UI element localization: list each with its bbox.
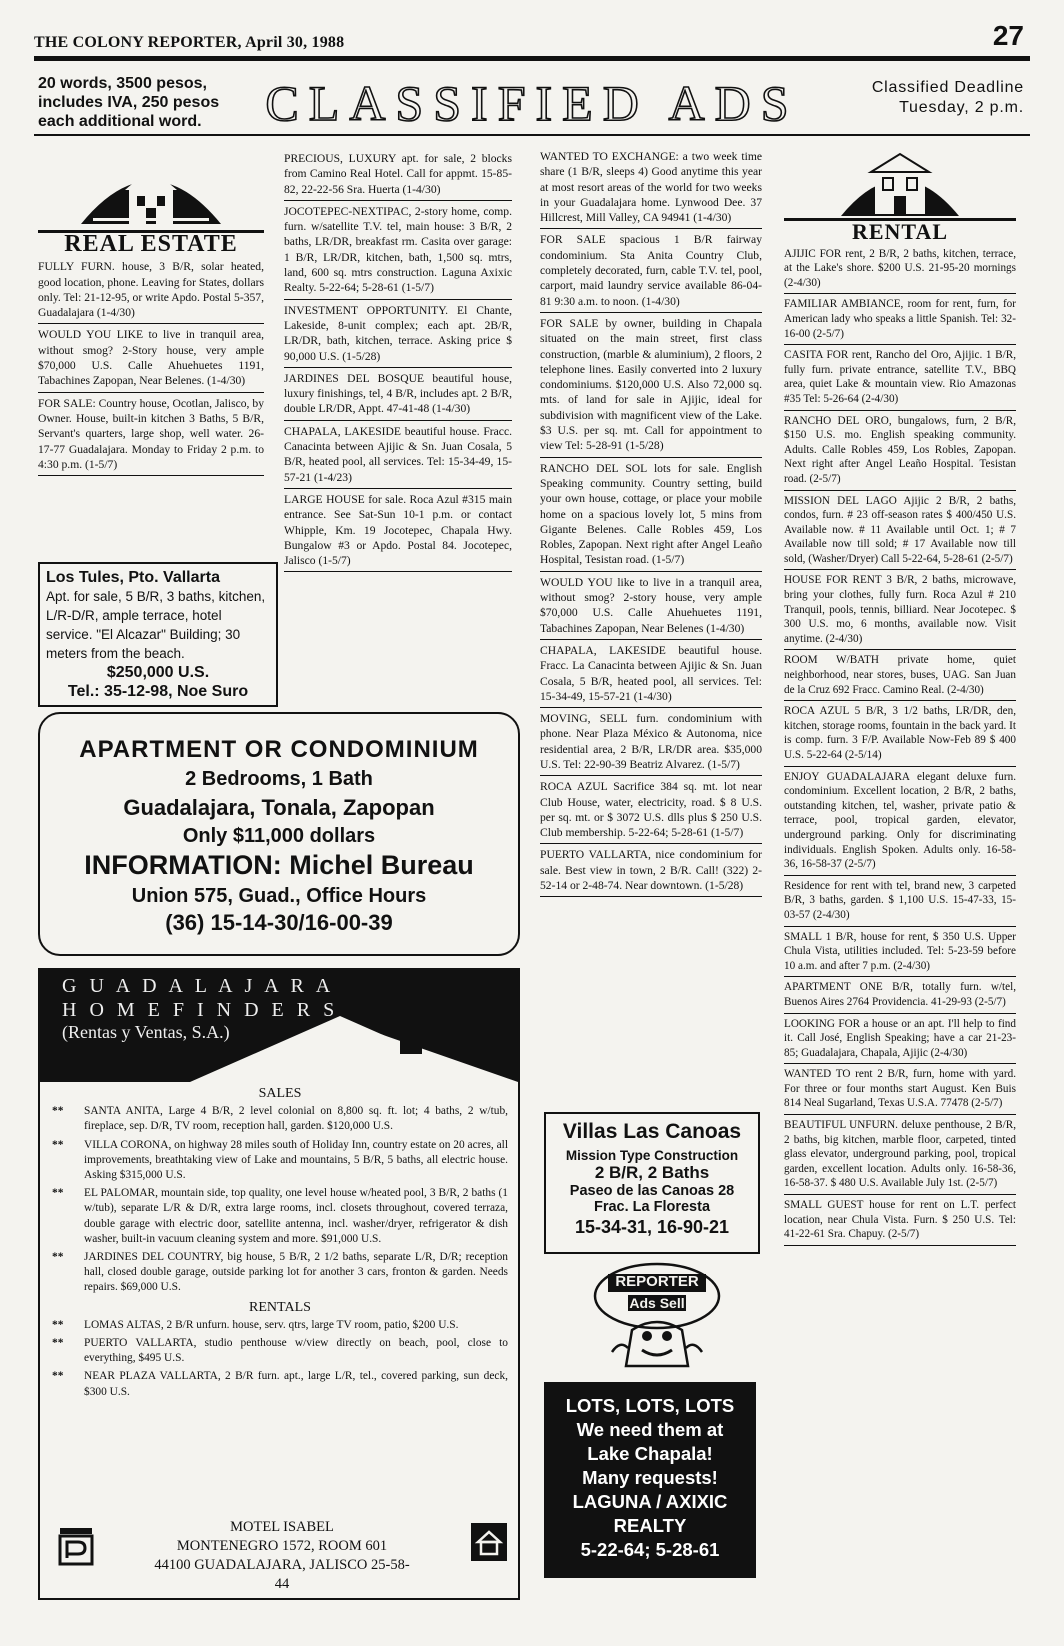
bullet: ** [52,1105,64,1118]
classified-ad: JOCOTEPEC-NEXTIPAC, 2-story home, comp. furn. w/satellite T.V. tel, main house: 3 B/R, 2 baths, LR/DR, breakfast rm. Casita over garage: 1 B/R, LR/DR, kitchen, bath, 1,500 sq. mtrs, land, 600 sq. mtrs construction. Laguna Axixic Realty. 5-22-64; 5-28-61 (1-5/7) [284,203,512,300]
classified-ad: PRECIOUS, LUXURY apt. for sale, 2 blocks from Camino Real Hotel. Call for appmt. 15-85-82, 22-22-56 Sra. Huerta (1-4/30) [284,150,512,201]
listings-column-3 [540,148,762,899]
ad-price: $250,000 U.S. [106,664,210,681]
ad-line: LOTS, LOTS, LOTS [565,1395,735,1416]
classified-ad: JARDINES DEL BOSQUE beautiful house, luxury finishings, tel, 4 B/R, includes apt. 2 B/R, double LR/DR, Appt. 47-41-48 (1-4/30) [284,370,512,421]
item-text: NEAR PLAZA VALLARTA, 2 B/R furn. apt., large L/R, tel., covered parking, sun deck, $300 U.S. [84,1370,508,1398]
ad-phone: Tel.: 35-12-98, Noe Suro [67,683,249,700]
footer-line: MONTENEGRO 1572, ROOM 601 [176,1538,388,1554]
homefinders-ad [38,968,520,1600]
ad-body: Apt. for sale, 5 B/R, 3 baths, kitchen, L/R-D/R, ample terrace, hotel service. "El Alcazar" Building; 30 meters from the beach. [46,589,266,661]
ad-address: Union 575, Guad., Office Hours [131,885,427,907]
ad-line: Mission Type Construction [565,1148,739,1163]
ad-line: Guadalajara, Tonala, Zapopan [123,795,435,820]
rentals-item [52,1318,508,1333]
classified-ad: SMALL GUEST house for rent on L.T. perfect location, near Chula Vista. Furn. $ 250 U.S. Tel: 41-22-61 Sra. Chapuy. (2-5/7) [784,1197,1016,1246]
real-estate-heading: REAL ESTATE [38,230,264,252]
classified-ad: WANTED TO EXCHANGE: a two week time share (1 B/R, sleeps 4) Good anytime this year at most resort areas of the world for two weeks in your Guadalajara home. Lynwood Dee. 37 Hillcrest, Mill Valley, CA 94941 (1-4/30) [540,148,762,229]
bullet: ** [52,1370,64,1383]
deadline-note [824,78,1024,118]
item-text: PUERTO VALLARTA, studio penthouse w/view directly on beach, pool, close to everything, $495 U.S. [84,1337,508,1365]
sales-item [52,1186,508,1247]
real-estate-column [38,148,264,478]
ad-line: Frac. La Floresta [593,1199,711,1215]
ad-line: We need them at [576,1419,724,1440]
sales-item [52,1138,508,1184]
title-rule [34,134,1030,136]
rental-heading: RENTAL [784,218,1016,240]
classified-ad: ROCA AZUL 5 B/R, 3 1/2 baths, LR/DR, den, kitchen, storage rooms, fountain in the back yard. It is comp. furn. 3 F/P. Available Now-Feb 89 $ 400 U.S. 5-22-64 (2-5/14) [784,703,1016,766]
ad-headline: Villas Las Canoas [562,1120,742,1143]
ad-line: Lake Chapala! [587,1443,713,1464]
item-text: VILLA CORONA, on highway 28 miles south of Holiday Inn, country estate on 20 acres, all improvements, breathtaking view of Lake and mountains, 5 B/R, 5 baths, all electric house. Asking $315,000 U.S. [84,1138,508,1182]
listings-column-2 [284,150,512,574]
ad-line: Many requests! [582,1467,718,1488]
classified-ad: RANCHO DEL SOL lots for sale. English Speaking community. Country setting, build your own house, cottage, or place your mobile home on a spacious lovely lot, 5 mins from Gigante Belenes. Calle Robles 459, Los Robles, Zapopan. Next right after Angel Leaño Hospital, Tesistan road. (1-5/7) [540,460,762,572]
footer-line: 44100 GUADALAJARA, JALISCO 25-58-44 [154,1557,410,1592]
footer-address [152,1518,412,1594]
item-text: EL PALOMAR, mountain side, top quality, one level house w/heated pool, 3 B/R, 2 baths (1 w/tub), separate L/R & D/R, extra large rooms, incl. closets throughout, covered terraza, double garage with electric door, satellite antenna, incl. washer/dryer, refrigerator & dish washer, built-in vacuum cleaning system and more. $91,000 U.S. [84,1187,508,1245]
bullet: ** [52,1187,64,1200]
deadline-line: Tuesday, 2 p.m. [899,99,1024,116]
item-text: JARDINES DEL COUNTRY, big house, 5 B/R, 2 1/2 baths, separate L/R, D/R; reception hall, closed double garage, outside parking lot for another 3 cars, fronton & garden. Needs repairs. $69,000 U.S. [84,1251,508,1294]
page-title: CLASSIFIED ADS [265,75,799,131]
classified-ad: FOR SALE by owner, building in Chapala situated on the main street, first class construction, (marble & aluminium), 2 floors, 2 telephone lines. Easily converted into 2 luxury condominiums. $120,000 U.S. Also 72,000 sq. mts. of land for sale in Ajijic, ideal for subdivision with magnificent view of the Lake. $3 U.S. per sq. mt. Call for appointment to view Tel: 5-28-91 (1-5/28) [540,315,762,458]
ad-line: LAGUNA / AXIXIC [572,1491,728,1512]
classified-ad: RANCHO DEL ORO, bungalows, furn, 2 B/R, $150 U.S. mo. English speaking community. Adults. Calle Robles 459, Los Robles, Zapopan. Next right after Angel Leaño Hospital. Tesistan road. (2-5/7) [784,413,1016,491]
rates-note [38,74,258,131]
homefinders-name [62,974,338,1022]
mascot-text-2: Ads Sell [629,1295,685,1311]
sales-item [52,1104,508,1134]
deadline-line: Classified Deadline [871,79,1024,96]
homefinders-listings [52,1082,508,1403]
classified-ad: WOULD YOU like to live in a tranquil area, without smog? 2-story house, very ample $70,000 U.S. Calle Ahuehuetes 1191, Tabachines Zapopan, Near Belenes (1-4/30) [540,574,762,640]
los-tules-ad [38,562,278,707]
classified-ad: ENJOY GUADALAJARA elegant deluxe furn. condominium. Excellent location, 2 B/R, 2 baths, outstanding kitchen, tel, washer, private patio & terrace, pool, tropical garden, elevator, underground parking. Only for discriminating individuals. English Spoken. Adults only. 16-58-36, 16-58-37 (2-5/7) [784,769,1016,876]
classified-ad: CHAPALA, LAKESIDE beautiful house. Fracc. Canacinta between Ajijic & Sn. Juan Cosala, 5 B/R, heated pool, all services. Tel: 15-34-49, 15-57-21 (1-4/23) [284,423,512,489]
rentals-heading: RENTALS [249,1299,311,1315]
bullet: ** [52,1138,64,1151]
bullet: ** [52,1337,64,1350]
classified-ad: HOUSE FOR RENT 3 B/R, 2 baths, microwave, bring your clothes, fully furn. Roca Azul # 210 Tranquil, pools, tennis, billiard. Near Jocotepec. $ 300 U.S. mo, 6 months, available now. Visit anytime. (2-4/30) [784,572,1016,650]
ad-line: REALTY [613,1515,687,1536]
apartment-condominium-ad [38,712,520,956]
classified-ad: WOULD YOU LIKE to live in tranquil area, without smog? 2-Story house, very ample $70,000 U.S. Calle Ahuehuetes 1191, Tabachines Zapopan, Near Belenes. (1-4/30) [38,326,264,392]
item-text: LOMAS ALTAS, 2 B/R unfurn. house, serv. qtrs, large TV room, patio, $200 U.S. [84,1318,459,1331]
newspaper-header: THE COLONY REPORTER, April 30, 1988 [34,34,345,51]
member-logo-icon [58,1526,94,1566]
homefinders-subtitle: (Rentas y Ventas, S.A.) [62,1022,230,1042]
classified-ad: FOR SALE spacious 1 B/R fairway condominium. Sta Anita Country Club, completely decorated, furn, cable T.V. tel, pool, carport, maid laundry service available 86-04-81 9:30 a.m. to noon. (1-4/30) [540,231,762,312]
classified-ad: ROOM W/BATH private home, quiet neighborhood, near stores, buses, UAG. San Juan de la Cruz 692 Fracc. Camino Real. (2-4/30) [784,652,1016,701]
classified-ad: WANTED TO rent 2 B/R, furn, home with yard. For three or four months start August. Ken Buis 814 Neal Sugarland, Texas U.S.A. 77478 (2-5/7) [784,1066,1016,1115]
page-number: 27 [992,20,1024,51]
rates-line: each additional word. [38,113,202,130]
rental-column [784,148,1016,1248]
rental-house-icon [835,148,965,218]
header-rule [34,56,1030,61]
classified-ad: CASITA FOR rent, Rancho del Oro, Ajijic. 1 B/R, fully furn. private entrance, satellite T.V., BBQ area, quiet Lake & mountain view. Rio Amazonas #35 Tel: 5-26-64 (2-4/30) [784,347,1016,410]
ad-phone: (36) 15-14-30/16-00-39 [165,910,393,935]
rates-line: 20 words, 3500 pesos, [38,75,207,92]
classified-ad: FAMILIAR AMBIANCE, room for rent, furn, for American lady who speaks a little Spanish. Tel: 32-16-00 (2-5/7) [784,296,1016,345]
classified-ad: PUERTO VALLARTA, nice condominium for sale. Best view in town, 2 B/R. Call! (322) 2-52-14 or 2-48-74. Near downtown. (1-5/28) [540,846,762,897]
classified-ad: MISSION DEL LAGO Ajijic 2 B/R, 2 baths, condos, furn. # 23 off-season rates $ 400/450 U.S. Available now. # 11 Available until Oct. 1; # 7 Available now till sold; # 17 Available now till sold, (Washer/Dryer) Call 5-22-64, 5-28-61 (2-5/7) [784,493,1016,571]
name-line: H O M E F I N D E R S [62,999,339,1021]
homefinders-footer [52,1518,508,1592]
lots-wanted-ad [544,1382,756,1578]
mascot-text-1: REPORTER [615,1273,699,1290]
classified-ad: FULLY FURN. house, 3 B/R, solar heated, good location, phone. Leaving for States, dollars only. Tel: 21-12-95, or write Apdo. Postal 5-357, Guadalajara (1-4/30) [38,258,264,324]
classified-ad: LOOKING FOR a house or an apt. I'll help to find it. Call José, English Speaking; have a car 21-23-85; Guadalajara, Chapala, Ajijic (2-4/30) [784,1016,1016,1065]
classified-ad: INVESTMENT OPPORTUNITY. El Chante, Lakeside, 8-unit complex; each apt. 2B/R, LR/DR, bath, kitchen, terrace. Asking price $ 90,000 U.S. (1-5/28) [284,302,512,368]
classified-ad: AJIJIC FOR rent, 2 B/R, 2 baths, kitchen, terrace, at the Lake's shore. $200 U.S. 21-95-20 mornings (2-4/30) [784,246,1016,295]
classified-ad: MOVING, SELL furn. condominium with phone. Near Plaza México & Autonoma, nice residential area, 2 B/R, LR/DR area. $35,000 U.S. Tel: 22-90-39 Beatriz Alvarez. (1-5/7) [540,710,762,776]
bullet: ** [52,1251,64,1264]
item-text: SANTA ANITA, Large 4 B/R, 2 level colonial on 8,800 sq. ft. lot; 4 baths, 2 w/tub, fireplace, sep. D/R, TV room, reception hall, garden. $120,000 U.S. [84,1105,508,1133]
ad-contact: INFORMATION: Michel Bureau [84,850,474,880]
sales-heading: SALES [258,1086,302,1101]
rentals-item [52,1336,508,1366]
sales-item [52,1250,508,1296]
classified-ad: LARGE HOUSE for sale. Roca Azul #315 main entrance. See Sat-Sun 10-1 p.m. or contact Whipple, Km. 19 Jocotepec, Chapala Hwy. Bungalow #3 or Apdo. Postal 84. Jocotepec, Jalisco (1-5/7) [284,491,512,572]
bullet: ** [52,1318,64,1331]
classified-ad: ROCA AZUL Sacrifice 384 sq. mt. lot near Club House, water, electricity, road. $ 8 U.S. per sq. mt. or $ 3072 U.S. dlls plus $ 250 U.S. Club membership. 5-22-64; 5-28-61 (1-5/7) [540,778,762,844]
ad-phone: 15-34-31, 16-90-21 [574,1217,730,1237]
footer-line: MOTEL ISABEL [230,1519,334,1535]
house-logo-icon [470,1522,508,1562]
ad-headline: APARTMENT OR CONDOMINIUM [79,736,479,763]
classified-ad: CHAPALA, LAKESIDE beautiful house. Fracc. La Canacinta between Ajijic & Sn. Juan Cosala, 5 B/R, heated pool, all services. Tel: 15-34-49, 15-57-21 (1-4/30) [540,642,762,708]
rates-line: includes IVA, 250 pesos [38,94,220,111]
ad-line: 2 B/R, 2 Baths [594,1163,710,1182]
reporter-mascot [592,1262,722,1372]
classified-ad: FOR SALE: Country house, Ocotlan, Jalisco, by Owner. House, built-in kitchen 3 Baths, 5 B/R, Servant's quarters, large shop, well water. 26-17-77 Guadalajara. Monday to Friday 2 p.m. to 4:30 p.m. (1-5/7) [38,395,264,476]
ad-line: Paseo de las Canoas 28 [569,1183,735,1199]
classified-ad: SMALL 1 B/R, house for rent, $ 350 U.S. Upper Chula Vista, utilities included. Tel: 5-23-59 before 10 a.m. and after 7 p.m. (2-4/30) [784,929,1016,978]
villas-las-canoas-ad [544,1112,760,1254]
rentals-item [52,1369,508,1399]
ad-price: Only $11,000 dollars [182,825,376,847]
classified-ad: BEAUTIFUL UNFURN. deluxe penthouse, 2 B/R, 2 baths, big kitchen, marble floor, carpeted, tinted glass elevator, underground parking, pool, tropical garden, excellent location. Adults only. 16-58-36, 16-58-37. $ 480 U.S. Available July 1st. (2-5/7) [784,1117,1016,1195]
house-icon [71,148,231,230]
ad-line: 2 Bedrooms, 1 Bath [185,768,373,790]
classified-ad: Residence for rent with tel, brand new, 3 carpeted B/R, 3 baths, garden. $ 1,100 U.S. 15-47-33, 15-03-57 (2-4/30) [784,878,1016,927]
ad-title: Los Tules, Pto. Vallarta [46,569,220,586]
ad-phone: 5-22-64; 5-28-61 [580,1539,720,1560]
name-line: G U A D A L A J A R A [62,975,335,997]
classified-ad: APARTMENT ONE B/R, totally furn. w/tel, Buenos Aires 2764 Providencia. 41-29-93 (2-5/7) [784,979,1016,1013]
